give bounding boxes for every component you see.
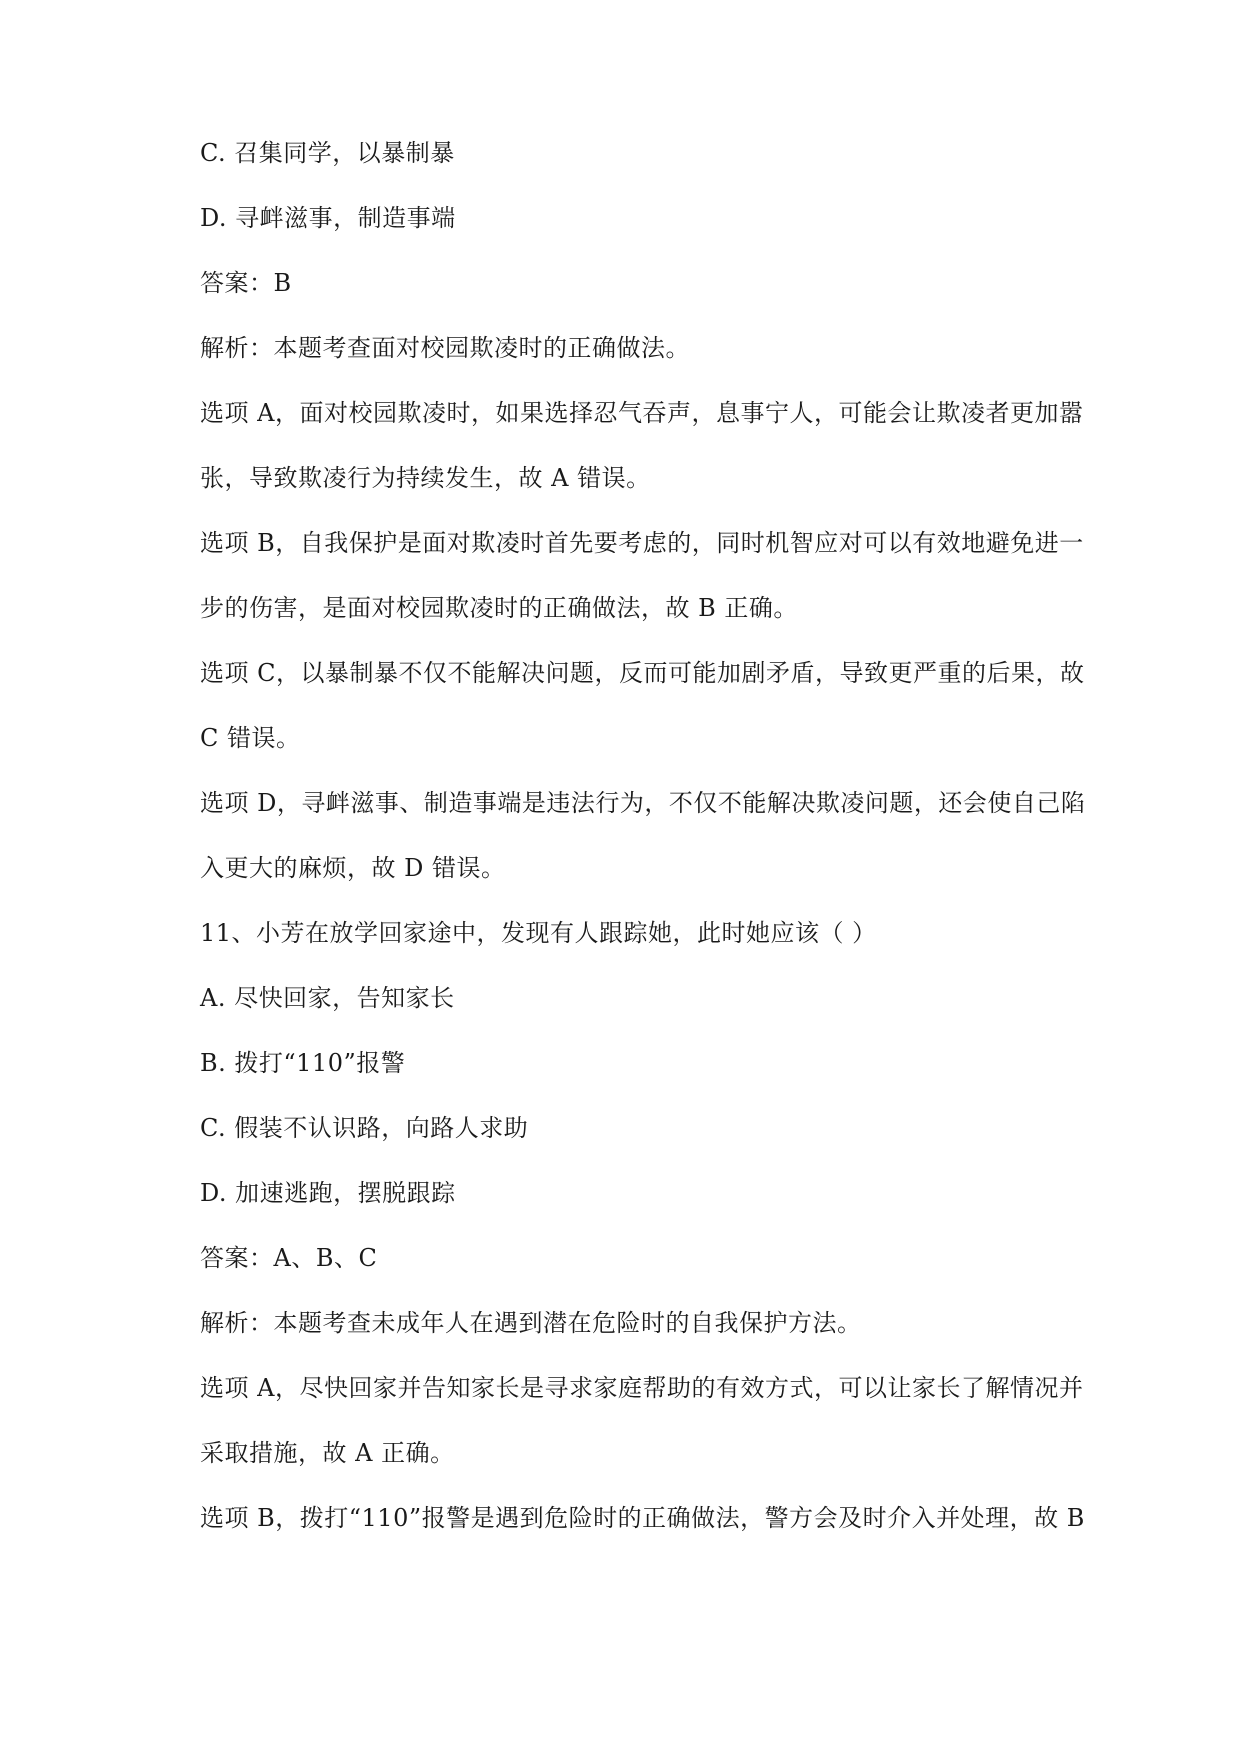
q11-option-c-line: C. 假装不认识路，向路人求助 <box>200 1114 529 1142</box>
q11-option-d-line: D. 加速逃跑，摆脱跟踪 <box>200 1179 456 1207</box>
q11-answer-line: 答案：A、B、C <box>200 1244 378 1272</box>
document-body <box>200 138 1090 1568</box>
q11-explanation-b-line: 选项 B，拨打“110”报警是遇到危险时的正确做法，警方会及时介入并处理，故 B <box>200 1504 1085 1532</box>
explanation-c-cont-line: C 错误。 <box>200 724 301 752</box>
q11-analysis-line: 解析：本题考查未成年人在遇到潜在危险时的自我保护方法。 <box>200 1309 862 1337</box>
q11-option-a-line: A. 尽快回家，告知家长 <box>200 984 455 1012</box>
q11-explanation-a-line: 选项 A，尽快回家并告知家长是寻求家庭帮助的有效方式，可以让家长了解情况并 <box>200 1374 1084 1402</box>
option-c-line: C. 召集同学，以暴制暴 <box>200 139 455 167</box>
q11-option-b-line: B. 拨打“110”报警 <box>200 1049 406 1077</box>
analysis-line: 解析：本题考查面对校园欺凌时的正确做法。 <box>200 334 690 362</box>
question-11-line: 11、小芳在放学回家途中，发现有人跟踪她，此时她应该（ ） <box>200 919 877 947</box>
option-d-line: D. 寻衅滋事，制造事端 <box>200 204 456 232</box>
explanation-c-line: 选项 C，以暴制暴不仅不能解决问题，反而可能加剧矛盾，导致更严重的后果，故 <box>200 659 1085 687</box>
explanation-d-line: 选项 D，寻衅滋事、制造事端是违法行为，不仅不能解决欺凌问题，还会使自己陷 <box>200 789 1086 817</box>
answer-line: 答案：B <box>200 269 292 297</box>
explanation-a-cont-line: 张，导致欺凌行为持续发生，故 A 错误。 <box>200 464 651 492</box>
explanation-b-cont-line: 步的伤害，是面对校园欺凌时的正确做法，故 B 正确。 <box>200 594 798 622</box>
q11-explanation-a-cont-line: 采取措施，故 A 正确。 <box>200 1439 455 1467</box>
explanation-a-line: 选项 A，面对校园欺凌时，如果选择忍气吞声，息事宁人，可能会让欺凌者更加嚣 <box>200 399 1084 427</box>
explanation-b-line: 选项 B，自我保护是面对欺凌时首先要考虑的，同时机智应对可以有效地避免进一 <box>200 529 1084 557</box>
explanation-d-cont-line: 入更大的麻烦，故 D 错误。 <box>200 854 506 882</box>
